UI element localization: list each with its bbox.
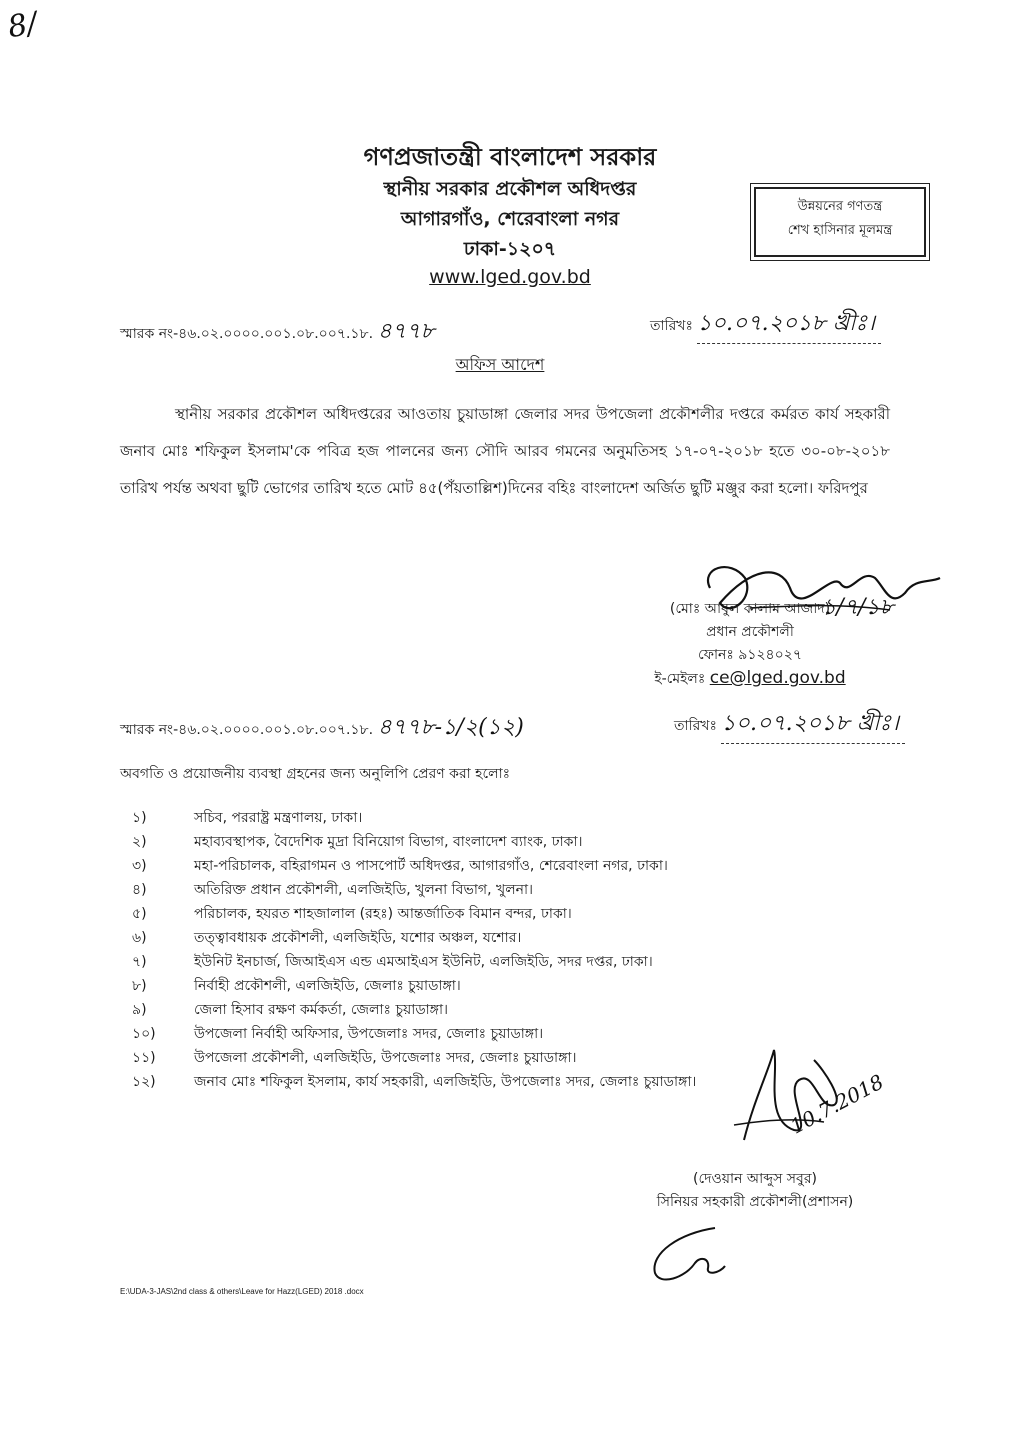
distribution-recipient: উপজেলা প্রকৌশলী, এলজিইডি, উপজেলাঃ সদর, জেলাঃ চুয়াডাঙ্গা। <box>194 1050 577 1066</box>
signatory-1-block <box>630 598 870 691</box>
email-label: ই-মেইলঃ <box>654 671 706 687</box>
distribution-recipient: তত্ত্বাবধায়ক প্রকৌশলী, এলজিইডি, যশোর অঞ্চল, যশোর। <box>194 930 522 946</box>
signatory-1-email-row <box>630 667 870 691</box>
memo-label: স্মারক নং-৪৬.০২.০০০০.০০১.০৮.০০৭.১৮. <box>120 326 374 342</box>
distribution-recipient: ইউনিট ইনচার্জ, জিআইএস এন্ড এমআইএস ইউনিট, এলজিইডি, সদর দপ্তর, ঢাকা। <box>194 954 653 970</box>
distribution-item <box>132 878 792 902</box>
distribution-item <box>132 998 792 1022</box>
signature-2-scribble <box>724 1030 914 1160</box>
slogan-line-1: উন্নয়নের গণতন্ত্র <box>797 199 883 214</box>
office-address: আগারগাঁও, শেরেবাংলা নগর <box>400 208 620 230</box>
distribution-item <box>132 926 792 950</box>
signatory-1-phone: ফোনঃ ৯১২৪০২৭ <box>698 647 802 663</box>
handwritten-date: ১০.০৭.২০১৮ খ্রীঃ। <box>697 306 881 344</box>
distribution-item <box>132 902 792 926</box>
distribution-item <box>132 1070 792 1094</box>
distribution-list <box>132 806 792 1094</box>
email-link[interactable]: ce@lged.gov.bd <box>709 668 846 688</box>
distribution-number: ২) <box>132 834 147 850</box>
distribution-number: ১২) <box>132 1074 156 1090</box>
distribution-item <box>132 1046 792 1070</box>
slogan-line-2: শেখ হাসিনার মূলমন্ত্র <box>787 223 893 238</box>
department-name: স্থানীয় সরকার প্রকৌশল অধিদপ্তর <box>383 178 637 200</box>
distribution-number: ৮) <box>132 978 147 994</box>
distribution-item <box>132 806 792 830</box>
slogan-box <box>754 187 926 257</box>
distribution-number: ৭) <box>132 954 147 970</box>
handwritten-date: ১০.০৭.২০১৮ খ্রীঃ। <box>721 706 905 744</box>
distribution-number: ১০) <box>132 1026 156 1042</box>
distribution-number: ৯) <box>132 1002 147 1018</box>
order-body: স্থানীয় সরকার প্রকৌশল অধিদপ্তরের আওতায় চুয়াডাঙ্গা জেলার সদর উপজেলা প্রকৌশলীর দপ্তরে কর্মরত কার্য সহকারী জনাব মোঃ শফিকুল ইসলাম'কে পবিত্র হজ পালনের জন্য সৌদি আরব গমনের অনুমতিসহ ১৭-০৭-২০১৮ হতে ৩০-০৮-২০১৮ তারিখ পর্যন্ত অথবা ছুটি ভোগের তারিখ হতে মোট ৪৫(পঁয়তাল্লিশ)দিনের বহিঃ বাংলাদেশ অর্জিত ছুটি মঞ্জুর করা হলো। ফরিদপুর <box>120 405 890 497</box>
distribution-recipient: সচিব, পররাষ্ট্র মন্ত্রণালয়, ঢাকা। <box>194 810 363 826</box>
distribution-recipient: উপজেলা নির্বাহী অফিসার, উপজেলাঃ সদর, জেলাঃ চুয়াডাঙ্গা। <box>194 1026 544 1042</box>
distribution-recipient: পরিচালক, হযরত শাহজালাল (রহঃ) আন্তর্জাতিক বিমান বন্দর, ঢাকা। <box>194 906 572 922</box>
memo-number-2 <box>120 710 524 747</box>
distribution-item <box>132 830 792 854</box>
signatory-2-name: (দেওয়ান আব্দুস সবুর) <box>693 1171 817 1187</box>
distribution-item <box>132 1022 792 1046</box>
website-link[interactable]: www.lged.gov.bd <box>429 266 591 288</box>
letterhead <box>300 140 720 290</box>
distribution-recipient: নির্বাহী প্রকৌশলী, এলজিইডি, জেলাঃ চুয়াডাঙ্গা। <box>194 978 461 994</box>
distribution-recipient: মহাব্যবস্থাপক, বৈদেশিক মুদ্রা বিনিয়োগ বিভাগ, বাংলাদেশ ব্যাংক, ঢাকা। <box>194 834 583 850</box>
distribution-item <box>132 974 792 998</box>
memo-handwritten-number: ৪৭৭৮ <box>377 319 435 344</box>
memo-date-1 <box>650 306 881 344</box>
signatory-2-designation: সিনিয়র সহকারী প্রকৌশলী(প্রশাসন) <box>656 1194 854 1210</box>
distribution-recipient: জেলা হিসাব রক্ষণ কর্মকর্তা, জেলাঃ চুয়াডাঙ্গা। <box>194 1002 449 1018</box>
date-label: তারিখঃ <box>650 318 693 334</box>
signature-1-date: ১/৭/১৮ <box>822 595 894 620</box>
office-city: ঢাকা-১২০৭ <box>463 238 557 260</box>
memo-handwritten-number: ৪৭৭৮-১/২(১২) <box>377 715 524 740</box>
corner-file-mark: 8/ <box>5 5 41 46</box>
government-title: গণপ্রজাতন্ত্রী বাংলাদেশ সরকার <box>363 143 657 171</box>
date-label: তারিখঃ <box>674 718 717 734</box>
distribution-number: ১১) <box>132 1050 156 1066</box>
memo-number-1 <box>120 314 435 351</box>
initial-scribble <box>640 1218 730 1288</box>
signatory-1-designation: প্রধান প্রকৌশলী <box>706 624 794 640</box>
file-path-footer: E:\UDA-3-JAS\2nd class & others\Leave for Hazz(LGED) 2018 .docx <box>120 1287 364 1296</box>
document-title: অফিস আদেশ <box>455 355 545 374</box>
distribution-recipient: মহা-পরিচালক, বহিরাগমন ও পাসপোর্ট অধিদপ্তর, আগারগাঁও, শেরেবাংলা নগর, ঢাকা। <box>194 858 668 874</box>
distribution-item <box>132 854 792 878</box>
distribution-number: ৬) <box>132 930 147 946</box>
memo-label: স্মারক নং-৪৬.০২.০০০০.০০১.০৮.০০৭.১৮. <box>120 722 374 738</box>
distribution-number: ১) <box>132 810 147 826</box>
signature-2-date: 10.7.2018 <box>786 1069 888 1139</box>
distribution-number: ৫) <box>132 906 147 922</box>
memo-date-2 <box>674 706 905 744</box>
distribution-number: ৪) <box>132 882 147 898</box>
distribution-number: ৩) <box>132 858 147 874</box>
distribution-item <box>132 950 792 974</box>
distribution-recipient: অতিরিক্ত প্রধান প্রকৌশলী, এলজিইডি, খুলনা বিভাগ, খুলনা। <box>194 882 534 898</box>
copy-distribution-intro: অবগতি ও প্রয়োজনীয় ব্যবস্থা গ্রহনের জন্য অনুলিপি প্রেরণ করা হলোঃ <box>120 766 511 782</box>
signatory-1-name: (মোঃ আবুল কালাম আজাদ) <box>669 601 831 617</box>
signatory-2-block <box>630 1168 880 1214</box>
distribution-recipient: জনাব মোঃ শফিকুল ইসলাম, কার্য সহকারী, এলজিইডি, উপজেলাঃ সদর, জেলাঃ চুয়াডাঙ্গা। <box>194 1074 697 1090</box>
